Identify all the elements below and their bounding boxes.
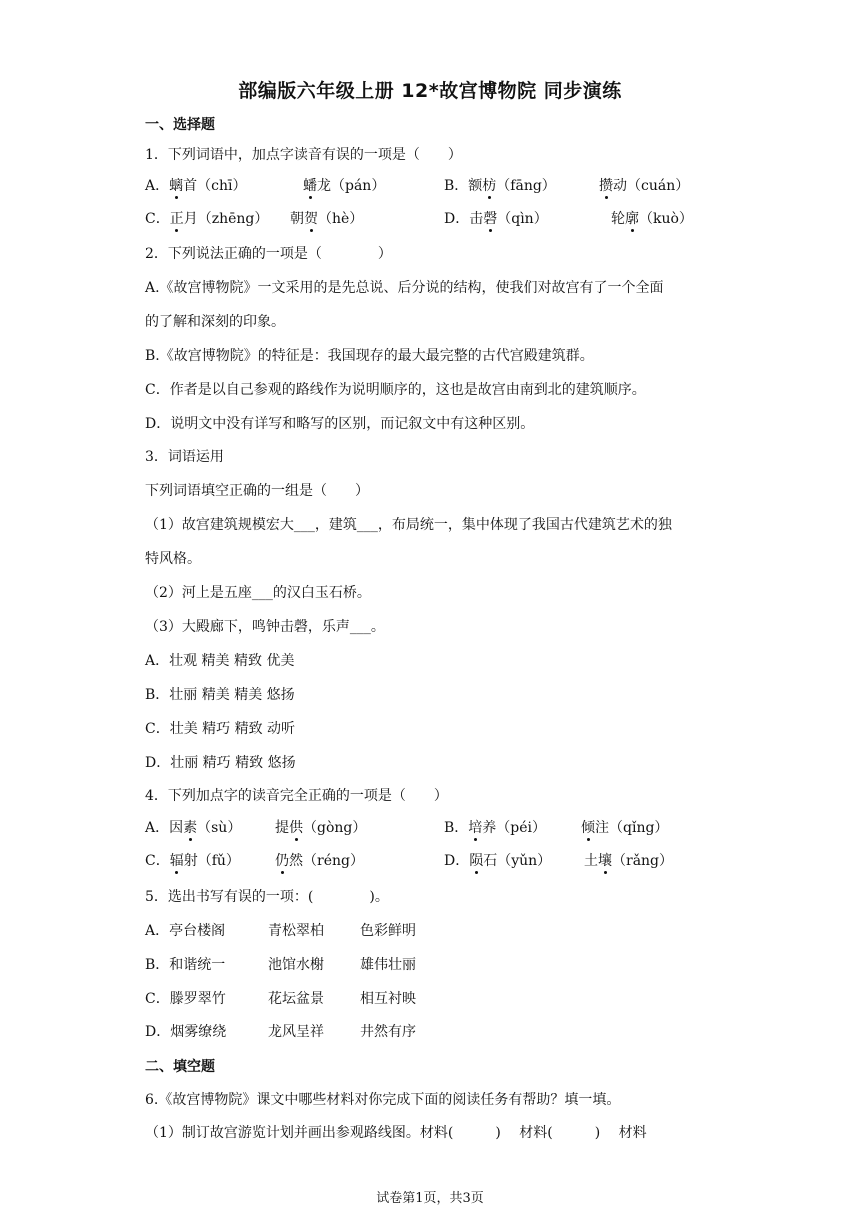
q2-option-c: C．作者是以自己参观的路线作为说明顺序的，这也是故宫由南到北的建筑顺序。 <box>145 382 646 398</box>
q3-sentence-1-cont: 特风格。 <box>145 551 201 567</box>
q2-option-d: D．说明文中没有详写和略写的区别，而记叙文中有这种区别。 <box>145 416 535 432</box>
page-footer: 试卷第1页，共3页 <box>376 1191 484 1206</box>
q6-sub-1: （1）制订故宫游览计划并画出参观路线图。材料( ) 材料( ) 材料 <box>145 1125 647 1141</box>
q5-option-b-1: B．和谐统一 <box>145 957 226 973</box>
q5-option-c-2: 花坛盆景 <box>268 991 324 1007</box>
q4-option-b2: 倾注（qǐng） <box>581 817 668 837</box>
page-title: 部编版六年级上册 12*故宫博物院 同步演练 <box>238 80 622 102</box>
q4-option-c2: 仍然（réng） <box>275 850 364 870</box>
q3-option-a: A．壮观 精美 精致 优美 <box>145 653 295 669</box>
question-1-stem: 1．下列词语中，加点字读音有误的一项是（ ） <box>145 147 462 163</box>
q4-option-d1: D．陨石（yǔn） <box>444 850 551 870</box>
q4-option-d2: 土壤（rǎng） <box>584 850 673 870</box>
q5-option-a-2: 青松翠柏 <box>268 923 324 939</box>
q1-option-d1: D．击磬（qìn） <box>444 208 548 228</box>
q3-sentence-1: （1）故宫建筑规模宏大___，建筑___，布局统一，集中体现了我国古代建筑艺术的独 <box>145 517 672 533</box>
q1-option-d2: 轮廓（kuò） <box>611 208 693 228</box>
q3-subtitle: 下列词语填空正确的一组是（ ） <box>145 483 369 499</box>
question-4-stem: 4．下列加点字的读音完全正确的一项是（ ） <box>145 788 448 804</box>
q4-option-a1: A．因素（sù） <box>145 817 241 837</box>
q3-option-b: B．壮丽 精美 精美 悠扬 <box>145 687 295 703</box>
q5-option-c-1: C．滕罗翠竹 <box>145 991 226 1007</box>
q4-option-a2: 提供（gòng） <box>275 817 366 837</box>
q1-option-b1: B．额枋（fāng） <box>444 175 556 195</box>
q1-option-c2: 朝贺（hè） <box>290 208 363 228</box>
section-heading-choice: 一、选择题 <box>145 117 215 133</box>
q2-option-a: A.《故宫博物院》一文采用的是先总说、后分说的结构，使我们对故宫有了一个全面 <box>145 280 664 296</box>
section-heading-fill-blank: 二、填空题 <box>145 1059 215 1075</box>
q5-option-b-3: 雄伟壮丽 <box>360 957 416 973</box>
q1-option-c1: C．正月（zhēng） <box>145 208 268 228</box>
question-5-stem: 5．选出书写有误的一项：( )。 <box>145 889 389 905</box>
q1-option-a1: A．螭首（chī） <box>145 175 246 195</box>
q5-option-a-1: A．亭台楼阁 <box>145 923 226 939</box>
q1-option-a2: 蟠龙（pán） <box>303 175 385 195</box>
q5-option-b-2: 池馆水榭 <box>268 957 324 973</box>
q3-sentence-2: （2）河上是五座___的汉白玉石桥。 <box>145 585 371 601</box>
q3-sentence-3: （3）大殿廊下，鸣钟击磬，乐声___。 <box>145 619 385 635</box>
question-2-stem: 2．下列说法正确的一项是（ ） <box>145 246 392 262</box>
q2-option-b: B.《故宫博物院》的特征是：我国现存的最大最完整的古代宫殿建筑群。 <box>145 348 594 364</box>
q5-option-c-3: 相互衬映 <box>360 991 416 1007</box>
q4-option-b1: B．培养（péi） <box>444 817 546 837</box>
q5-option-d-2: 龙风呈祥 <box>268 1024 324 1040</box>
q5-option-d-1: D．烟雾缭绕 <box>145 1024 227 1040</box>
q5-option-a-3: 色彩鲜明 <box>360 923 416 939</box>
q2-option-a-cont: 的了解和深刻的印象。 <box>145 314 285 330</box>
question-6-stem: 6.《故宫博物院》课文中哪些材料对你完成下面的阅读任务有帮助？填一填。 <box>145 1092 621 1108</box>
q3-option-c: C．壮美 精巧 精致 动听 <box>145 721 296 737</box>
q5-option-d-3: 井然有序 <box>360 1024 416 1040</box>
q4-option-c1: C．辐射（fǔ） <box>145 850 240 870</box>
question-3-stem: 3．词语运用 <box>145 449 224 465</box>
q1-option-b2: 攒动（cuán） <box>599 175 689 195</box>
q3-option-d: D．壮丽 精巧 精致 悠扬 <box>145 755 296 771</box>
